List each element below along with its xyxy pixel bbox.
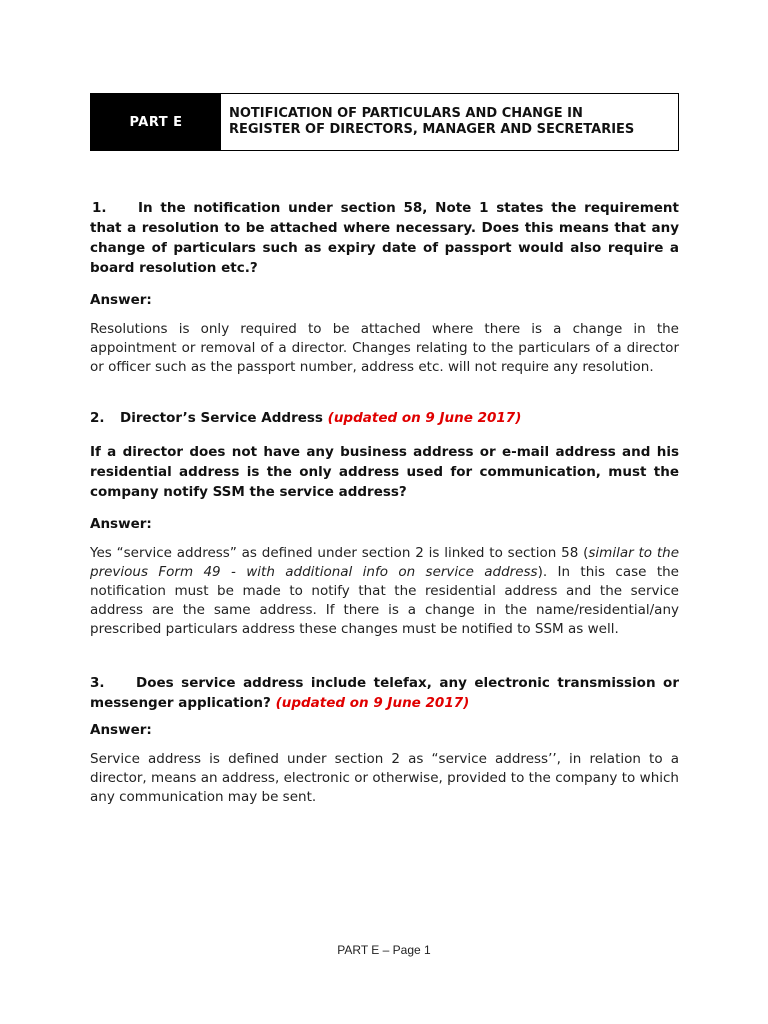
question-2-heading: [90, 408, 679, 428]
answer-2-italic: similar to the previous Form 49 - with additional info on service address: [90, 545, 679, 580]
question-3-number: 3.: [90, 675, 105, 691]
question-2-heading-text: Director’s Service Address: [120, 410, 323, 426]
answer-2-text: [90, 544, 679, 639]
question-3: [90, 673, 679, 713]
page-footer: PART E – Page 1: [337, 943, 431, 957]
answer-2-label: Answer:: [90, 516, 152, 532]
part-header-box: [90, 93, 679, 151]
part-title-line-2: REGISTER OF DIRECTORS, MANAGER AND SECRETARIES: [229, 122, 635, 137]
question-2-text: If a director does not have any business address or e-mail address and his residential address is the only address used for communication, must the company notify SSM the service address?: [90, 444, 679, 500]
answer-3-text: Service address is defined under section 2 as “service address’’, in relation to a director, means an address, electronic or otherwise, provided to the company to which any communication may be sent.: [90, 751, 679, 805]
question-1: [90, 198, 679, 278]
answer-2-part-2: ). In this case the notification must be made to notify that the residential address and the service address are the same address. If there is a change in the name/residential/any prescribed particulars address these changes must be notified to SSM as well.: [90, 564, 679, 637]
answer-1-label: Answer:: [90, 292, 152, 308]
faq-item-1: [90, 198, 679, 377]
question-3-text: Does service address include telefax, any electronic transmission or messenger application: [90, 675, 679, 711]
part-title-line-1: NOTIFICATION OF PARTICULARS AND CHANGE IN: [229, 106, 583, 121]
part-label: PART E: [91, 94, 221, 150]
question-2-number: 2.: [90, 410, 105, 426]
question-1-number: 1.: [92, 200, 107, 216]
answer-2-part-1: Yes “service address” as defined under section 2 is linked to section 58 (: [90, 545, 589, 561]
question-3-mark: ?: [263, 695, 271, 711]
answer-1-text: Resolutions is only required to be attached where there is a change in the appointment or removal of a director. Changes relating to the particulars of a director or officer such as the passport number, address etc. will not require any resolution.: [90, 321, 679, 375]
question-2-update-note: (updated on 9 June 2017): [327, 410, 522, 426]
question-1-text: In the notification under section 58, Note 1 states the requirement that a resolution to be attached where necessary. Does this means that any change of particulars such as expiry date of passport would also require a board resolution etc.?: [90, 200, 679, 276]
part-title: [221, 94, 678, 150]
question-3-update-note: (updated on 9 June 2017): [275, 695, 470, 711]
faq-item-3: [90, 673, 679, 807]
faq-item-2: [90, 408, 679, 639]
answer-3-label: Answer:: [90, 722, 152, 738]
